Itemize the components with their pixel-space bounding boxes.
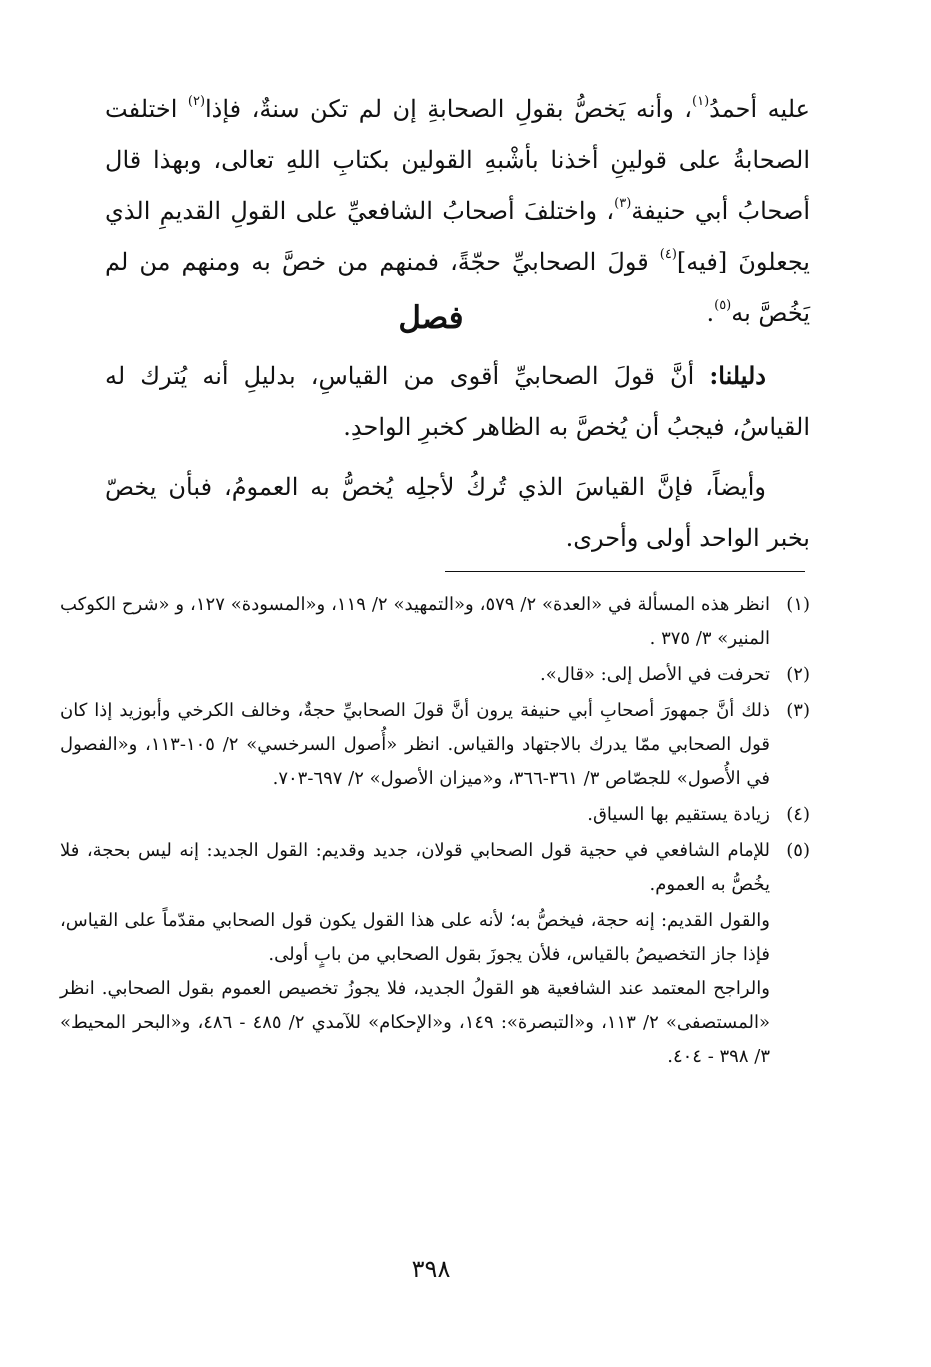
paragraph-2-body: أنَّ قولَ الصحابيِّ أقوى من القياسِ، بدليلِ أنه يُترك له القياسُ، فيجبُ أن يُخصَّ به الظاهر كخبرِ الواحدِ. <box>105 362 810 441</box>
footnote-5-number: (٥) <box>786 840 810 861</box>
footnote-4 <box>60 798 810 832</box>
p1-segment-6: . <box>706 299 715 327</box>
p1-segment-3: اختلفت الصحابةُ على قولينِ أخذنا بأشْبهِ القولين بكتابِ اللهِ تعالى، وبهذا قال أصحابُ أبي حنيفة <box>105 95 811 225</box>
paragraph-2-lead: دليلنا: <box>709 361 766 390</box>
paragraph-2-text <box>105 350 810 453</box>
footnote-ref-3[interactable]: (٣) <box>614 196 632 211</box>
paragraph-3-text: وأيضاً، فإنَّ القياسَ الذي تُركُ لأجلِه يُخصُّ به العمومُ، فبأن يخصّ بخبر الواحد أولى وأحرى. <box>105 473 810 552</box>
footnote-5 <box>60 834 810 902</box>
footnote-1 <box>60 588 810 656</box>
footnote-5-text: للإمام الشافعي في حجية قول الصحابي قولان، جديد وقديم: القول الجديد: إنه ليس بحجة، فلا يخُصُّ به العموم. <box>60 840 770 895</box>
footnote-5-paragraph-2: والقول القديم: إنه حجة، فيخصُّ به؛ لأنه على هذا القول يكون قول الصحابي مقدّماً على القياس، فإذا جاز التخصيصُ بالقياس، فلأن يجوزَ بقول الصحابي من بابٍ أولى. <box>60 910 770 965</box>
footnote-2-text: تحرفت في الأصل إلى: «قال». <box>540 664 770 685</box>
page-number: ٣٩٨ <box>411 1255 451 1283</box>
main-paragraph-2 <box>105 350 810 453</box>
footnote-5-paragraph-3: والراجح المعتمد عند الشافعية هو القولُ الجديد، فلا يجوزُ تخصيص العموم بقول الصحابي. انظر «المستصفى» ٢/ ١١٣، و«التبصرة»: ١٤٩، و«الإحكام» للآمدي ٢/ ٤٨٥ - ٤٨٦، و«البحر المحيط» ٣/ ٣٩٨ - ٤٠٤. <box>60 978 771 1067</box>
footnote-3-text: ذلك أنَّ جمهورَ أصحابِ أبي حنيفة يرون أنَّ قولَ الصحابيِّ حجةٌ، وخالف الكرخي وأبوزيد إذا كان قول الصحابي ممّا يدرك بالاجتهاد والقياس. انظر «أُصول السرخسي» ٢/ ١٠٥-١١٣، و«الفصول في الأُصول» للجصّاص ٣/ ٣٦١-٣٦٦، و«ميزان الأصول» ٢/ ٦٩٧-٧٠٣. <box>60 700 770 789</box>
footnote-2-number: (٢) <box>786 664 810 685</box>
footnotes-section <box>60 588 810 1074</box>
footnote-1-number: (١) <box>786 594 811 615</box>
main-paragraph-3 <box>105 462 810 564</box>
footnote-3 <box>60 694 810 796</box>
footnote-2 <box>60 658 810 692</box>
footnote-ref-4[interactable]: (٤) <box>659 247 677 262</box>
footnote-3-number: (٣) <box>786 700 810 721</box>
footnote-ref-5[interactable]: (٥) <box>714 298 732 313</box>
footnote-4-text: زيادة يستقيم بها السياق. <box>587 804 770 825</box>
footnote-4-number: (٤) <box>786 804 810 825</box>
footnote-divider <box>445 571 805 572</box>
section-heading: فصل <box>398 300 464 336</box>
p1-segment-5: قولَ الصحابيِّ حجّةً، فمنهم من خصَّ به ومنهم من لم يَخُصَّ به <box>105 248 810 327</box>
footnote-1-text: انظر هذه المسألة في «العدة» ٢/ ٥٧٩، و«التمهيد» ٢/ ١١٩، و«المسودة» ١٢٧، و «شرح الكوكب المنير» ٣/ ٣٧٥ . <box>60 594 771 649</box>
footnote-ref-1[interactable]: (١) <box>692 94 710 109</box>
p1-segment-4: ، واختلفَ أصحابُ الشافعيِّ على القولِ القديمِ الذي يجعلونَ [فيه] <box>105 197 810 276</box>
footnote-ref-2[interactable]: (٢) <box>187 94 206 109</box>
p1-segment-2: ، وأنه يَخصُّ بقولِ الصحابةِ إن لم تكن سنةٌ، فإذا <box>205 95 693 123</box>
p1-segment-1: عليه أحمدُ <box>709 95 810 123</box>
